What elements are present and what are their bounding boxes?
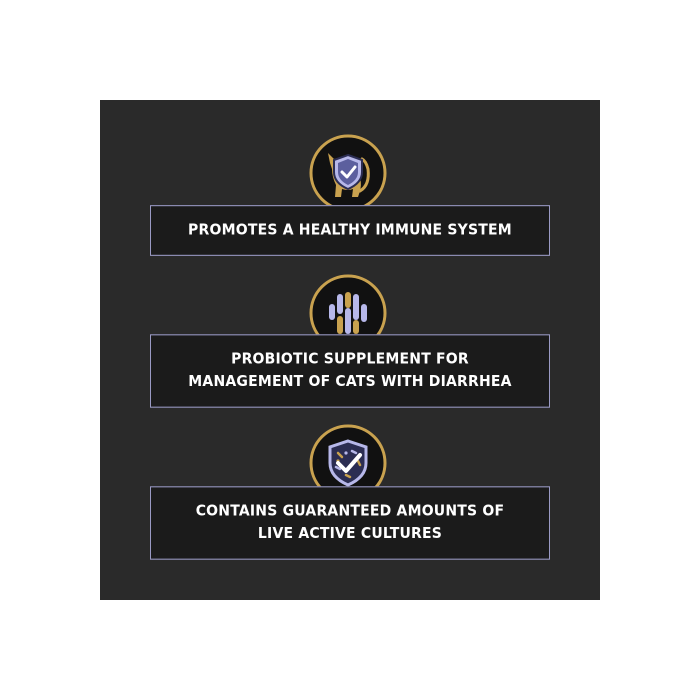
feature-box-cultures	[150, 486, 550, 559]
feature-box-probiotic	[150, 334, 550, 407]
feature-panel	[100, 100, 600, 600]
feature-line: MANAGEMENT OF CATS WITH DIARRHEA	[188, 373, 512, 391]
feature-line: LIVE ACTIVE CULTURES	[257, 525, 443, 543]
feature-line: PROMOTES A HEALTHY IMMUNE SYSTEM	[188, 221, 512, 239]
feature-box-immune	[150, 205, 550, 256]
feature-line: PROBIOTIC SUPPLEMENT FOR	[231, 350, 469, 368]
feature-line: CONTAINS GUARANTEED AMOUNTS OF	[195, 502, 505, 520]
cat-shield-check-icon	[308, 133, 388, 213]
